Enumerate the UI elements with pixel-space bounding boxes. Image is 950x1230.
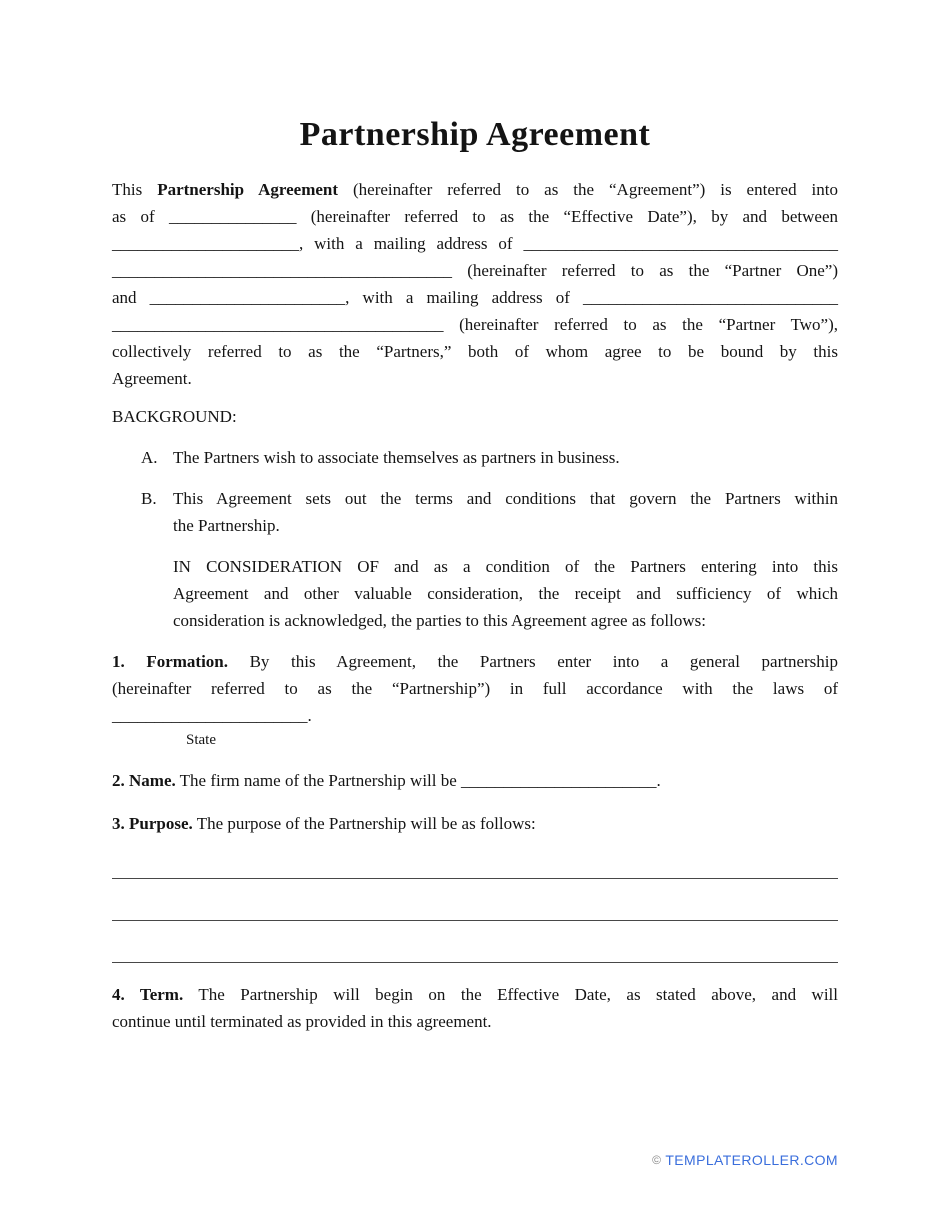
section-term bbox=[112, 981, 838, 1035]
formation-heading: 1. Formation. bbox=[112, 652, 229, 671]
background-heading: BACKGROUND: bbox=[112, 407, 237, 426]
consideration-paragraph bbox=[173, 553, 838, 634]
purpose-blank-line-3 bbox=[112, 921, 838, 963]
intro-line-6: _______________________________________ (hereinafter referred to as the “Partner Two”), bbox=[112, 315, 838, 334]
name-text: The firm name of the Partnership will be _______________________. bbox=[175, 771, 661, 790]
list-marker-a: A. bbox=[141, 448, 158, 467]
purpose-heading: 3. Purpose. bbox=[112, 814, 193, 833]
templateroller-link[interactable]: TEMPLATEROLLER.COM bbox=[665, 1152, 838, 1168]
consideration-line-2: Agreement and other valuable consideration, the receipt and sufficiency of which bbox=[173, 584, 838, 603]
purpose-blank-line-1 bbox=[112, 837, 838, 879]
term-line-1 bbox=[112, 981, 838, 1008]
copyright-icon: © bbox=[652, 1153, 662, 1167]
intro-line-8: Agreement. bbox=[112, 369, 192, 388]
background-item-b-line-1: This Agreement sets out the terms and conditions that govern the Partners within bbox=[173, 489, 838, 508]
background-item-a-body bbox=[173, 444, 838, 471]
formation-line-1 bbox=[112, 648, 838, 675]
name-heading: 2. Name. bbox=[112, 771, 176, 790]
formation-line-2: (hereinafter referred to as the “Partnership”) in full accordance with the laws of bbox=[112, 679, 838, 698]
intro-line-1-post: (hereinafter referred to as the “Agreement”) is entered into bbox=[338, 180, 838, 199]
intro-line-1 bbox=[112, 176, 838, 203]
document-title: Partnership Agreement bbox=[299, 116, 651, 153]
term-heading: 4. Term. bbox=[112, 985, 184, 1004]
section-name bbox=[112, 767, 838, 794]
section-purpose bbox=[112, 810, 838, 837]
background-item-b-line-2: the Partnership. bbox=[173, 516, 280, 535]
intro-line-2: as of _______________ (hereinafter referred to as the “Effective Date”), by and between bbox=[112, 207, 838, 226]
term-line-2: continue until terminated as provided in this agreement. bbox=[112, 1012, 492, 1031]
intro-paragraph bbox=[112, 176, 838, 392]
consideration-line-1: IN CONSIDERATION OF and as a condition of the Partners entering into this bbox=[173, 557, 838, 576]
intro-line-4: ________________________________________ (hereinafter referred to as the “Partner One”) bbox=[112, 261, 838, 280]
footer-credit bbox=[652, 1150, 838, 1170]
intro-line-5: and _______________________, with a mailing address of ______________________________ bbox=[112, 288, 838, 307]
term-line-1-text: The Partnership will begin on the Effective Date, as stated above, and will bbox=[183, 985, 838, 1004]
purpose-blank-line-2 bbox=[112, 879, 838, 921]
intro-line-3: ______________________, with a mailing address of _____________________________________ bbox=[112, 234, 838, 253]
list-marker-b: B. bbox=[141, 489, 157, 508]
background-item-a-text: The Partners wish to associate themselves as partners in business. bbox=[173, 448, 620, 467]
purpose-text: The purpose of the Partnership will be as follows: bbox=[192, 814, 536, 833]
formation-state-blank: _______________________. bbox=[112, 706, 312, 725]
background-item-b bbox=[141, 485, 838, 539]
intro-line-1-pre: This bbox=[112, 180, 158, 199]
agreement-document bbox=[112, 0, 838, 1035]
background-item-b-body bbox=[173, 485, 838, 539]
formation-line-1-text: By this Agreement, the Partners enter into a general partnership bbox=[228, 652, 838, 671]
consideration-line-3: consideration is acknowledged, the parties to this Agreement agree as follows: bbox=[173, 611, 706, 630]
intro-line-1-bold: Partnership Agreement bbox=[157, 180, 339, 199]
state-field-caption: State bbox=[186, 732, 216, 748]
intro-line-7: collectively referred to as the “Partners,” both of whom agree to be bound by this bbox=[112, 342, 838, 361]
background-item-a bbox=[141, 444, 838, 471]
section-formation bbox=[112, 648, 838, 749]
